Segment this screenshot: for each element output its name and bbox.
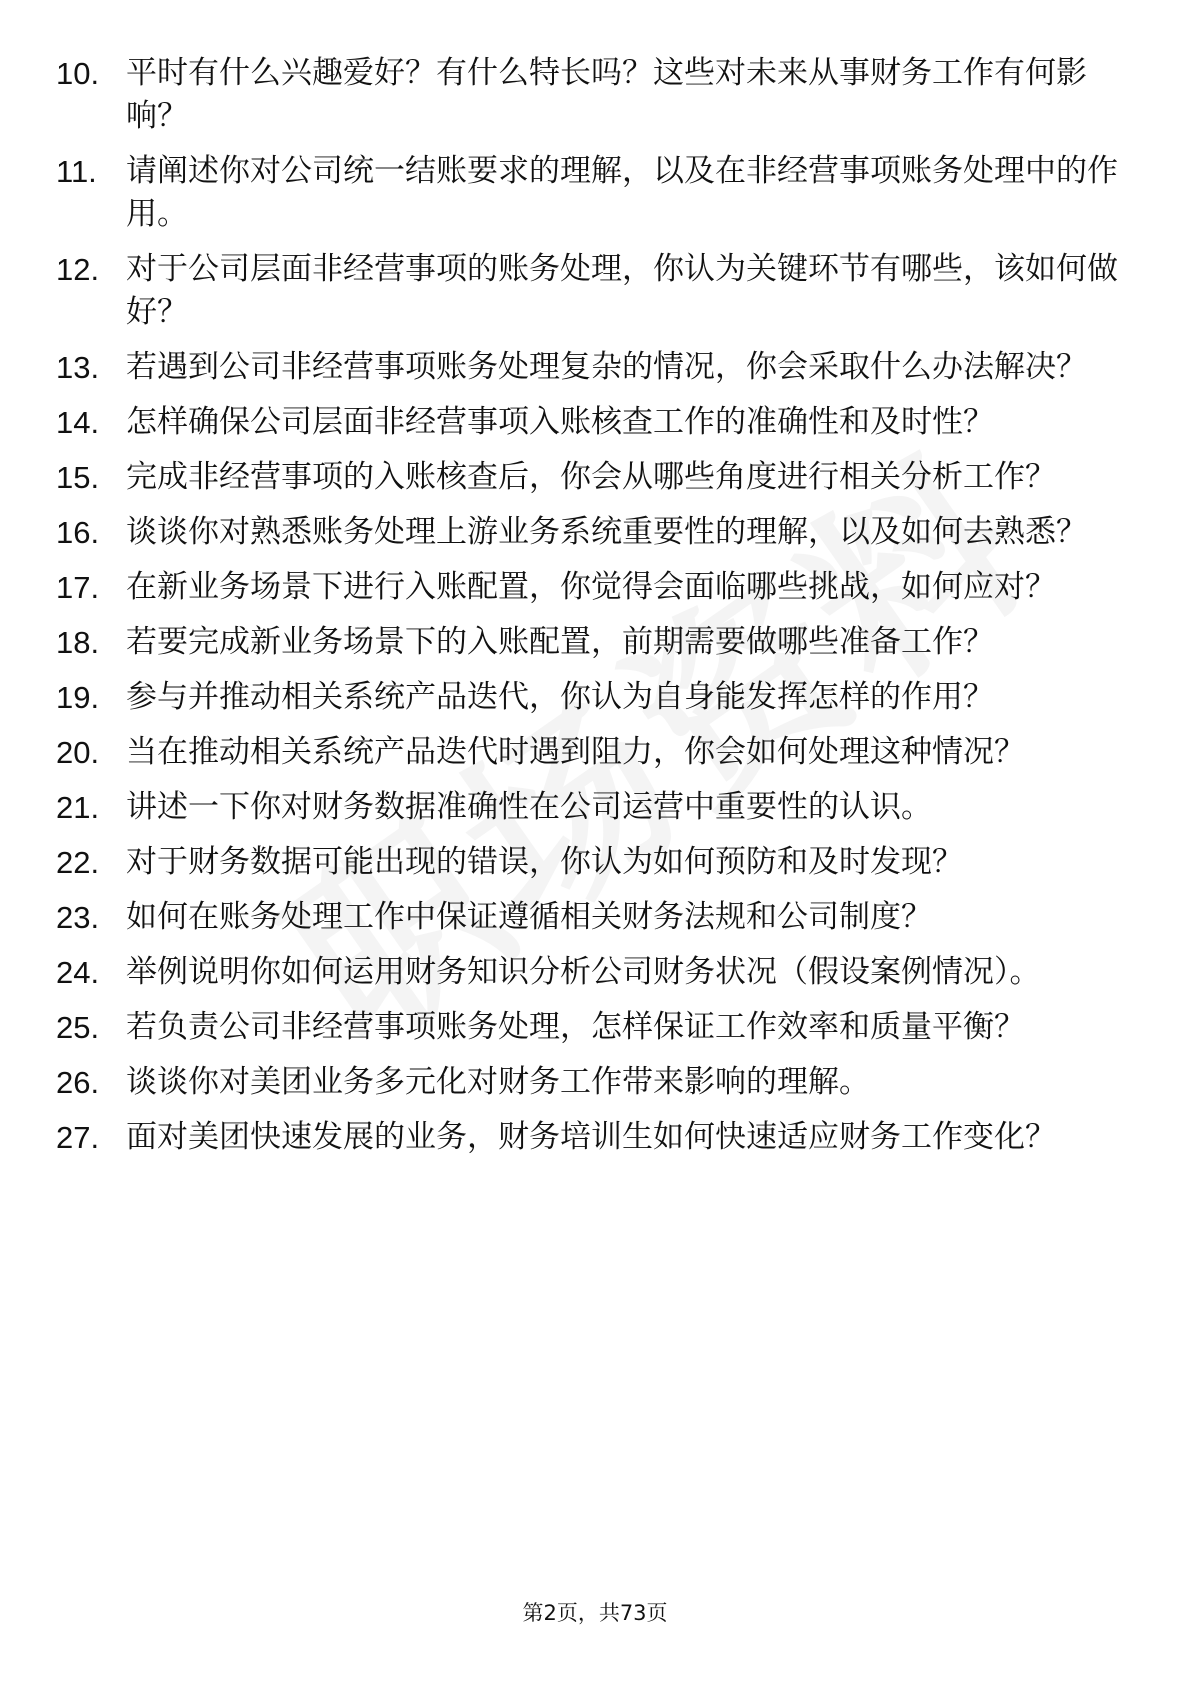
question-list xyxy=(0,52,1190,1171)
question-number: 22. xyxy=(56,845,100,880)
question-number: 15. xyxy=(56,460,100,495)
question-item-18 xyxy=(0,621,1190,664)
question-text: 对于财务数据可能出现的错误，你认为如何预防和及时发现？ xyxy=(126,844,963,880)
question-item-23 xyxy=(0,896,1190,939)
question-item-27 xyxy=(0,1116,1190,1159)
question-number: 25. xyxy=(56,1010,100,1045)
question-number: 19. xyxy=(56,680,100,715)
question-text: 若要完成新业务场景下的入账配置，前期需要做哪些准备工作？ xyxy=(126,624,994,660)
question-item-10 xyxy=(0,52,1190,138)
question-text: 完成非经营事项的入账核查后，你会从哪些角度进行相关分析工作？ xyxy=(126,459,1056,495)
question-text: 对于公司层面非经营事项的账务处理，你认为关键环节有哪些，该如何做好？ xyxy=(126,251,1118,330)
question-number: 11. xyxy=(56,154,97,189)
question-item-17 xyxy=(0,566,1190,609)
question-text: 参与并推动相关系统产品迭代，你认为自身能发挥怎样的作用？ xyxy=(126,679,994,715)
question-item-22 xyxy=(0,841,1190,884)
question-number: 20. xyxy=(56,735,100,770)
question-text: 平时有什么兴趣爱好？有什么特长吗？这些对未来从事财务工作有何影响？ xyxy=(126,55,1087,134)
question-text: 若负责公司非经营事项账务处理，怎样保证工作效率和质量平衡？ xyxy=(126,1009,1025,1045)
question-text: 在新业务场景下进行入账配置，你觉得会面临哪些挑战，如何应对？ xyxy=(126,569,1056,605)
question-text: 如何在账务处理工作中保证遵循相关财务法规和公司制度？ xyxy=(126,899,932,935)
question-item-15 xyxy=(0,456,1190,499)
question-text: 若遇到公司非经营事项账务处理复杂的情况，你会采取什么办法解决？ xyxy=(126,349,1087,385)
question-item-13 xyxy=(0,346,1190,389)
question-item-26 xyxy=(0,1061,1190,1104)
question-item-21 xyxy=(0,786,1190,829)
question-number: 27. xyxy=(56,1120,100,1155)
question-number: 26. xyxy=(56,1065,100,1100)
question-text: 谈谈你对熟悉账务处理上游业务系统重要性的理解，以及如何去熟悉？ xyxy=(126,514,1087,550)
question-number: 13. xyxy=(56,350,100,385)
question-number: 18. xyxy=(56,625,100,660)
question-text: 当在推动相关系统产品迭代时遇到阻力，你会如何处理这种情况？ xyxy=(126,734,1025,770)
question-number: 24. xyxy=(56,955,100,990)
question-text: 怎样确保公司层面非经营事项入账核查工作的准确性和及时性？ xyxy=(126,404,994,440)
question-item-11 xyxy=(0,150,1190,236)
question-item-12 xyxy=(0,248,1190,334)
question-number: 12. xyxy=(56,252,100,287)
question-number: 23. xyxy=(56,900,100,935)
question-number: 17. xyxy=(56,570,100,605)
question-text: 讲述一下你对财务数据准确性在公司运营中重要性的认识。 xyxy=(126,789,932,825)
question-text: 谈谈你对美团业务多元化对财务工作带来影响的理解。 xyxy=(126,1064,870,1100)
question-number: 10. xyxy=(56,56,100,91)
question-text: 请阐述你对公司统一结账要求的理解，以及在非经营事项账务处理中的作用。 xyxy=(126,153,1118,232)
question-text: 面对美团快速发展的业务，财务培训生如何快速适应财务工作变化？ xyxy=(126,1119,1056,1155)
question-item-25 xyxy=(0,1006,1190,1049)
question-item-20 xyxy=(0,731,1190,774)
page-number-footer: 第2页，共73页 xyxy=(522,1601,668,1625)
question-item-16 xyxy=(0,511,1190,554)
question-number: 21. xyxy=(56,790,100,825)
question-item-24 xyxy=(0,951,1190,994)
question-number: 14. xyxy=(56,405,100,440)
question-item-14 xyxy=(0,401,1190,444)
question-number: 16. xyxy=(56,515,100,550)
question-item-19 xyxy=(0,676,1190,719)
question-text: 举例说明你如何运用财务知识分析公司财务状况（假设案例情况）。 xyxy=(126,954,1041,990)
